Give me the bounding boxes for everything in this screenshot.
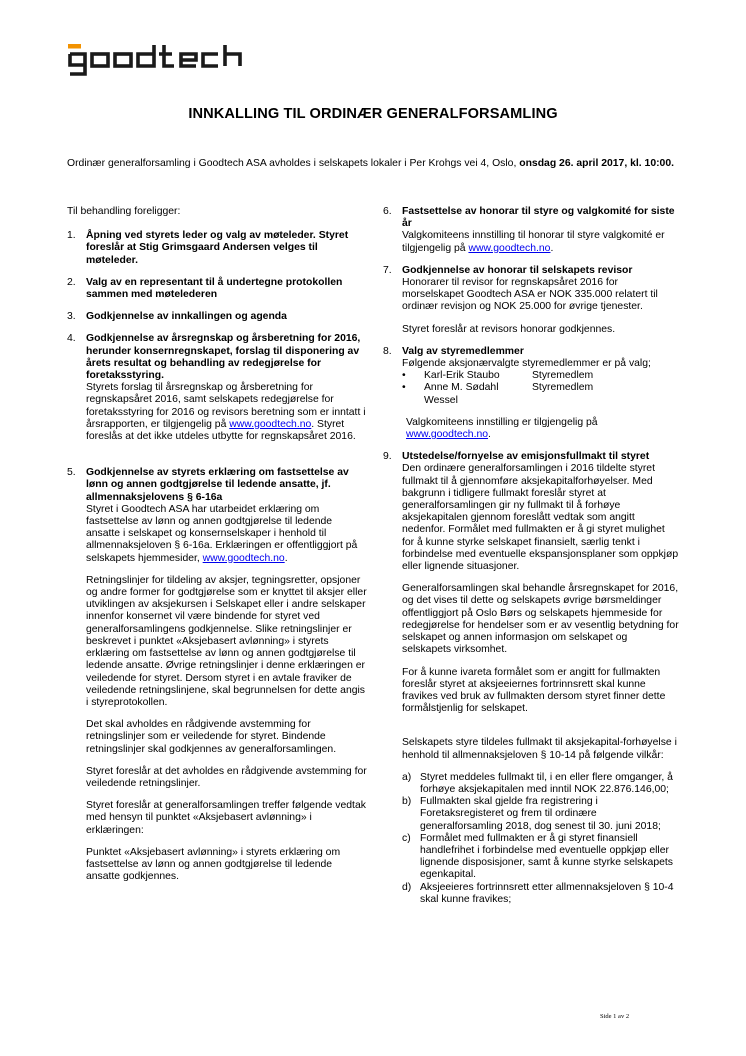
item-body: Honorarer til revisor for regnskapsåret 2016 for morselskapet Goodtech ASA er NOK 335.000 relatert til ordinær revisjon og NOK 25.000 for øvrige tjenester.: [402, 277, 658, 313]
item-heading: Valg av styremedlemmer: [402, 345, 524, 357]
item-paragraph: Punktet «Aksjebasert avlønning» i styrets erklæring om fastsettelse av lønn og annen godtgjørelse til ledende ansatte godkjennes.: [86, 846, 341, 883]
item-number: 8.: [383, 345, 392, 357]
item-body: [86, 382, 369, 443]
condition-letter: b): [402, 796, 412, 808]
item-heading: Godkjennelse av styrets erklæring om fastsettelse av lønn og annen godtgjørelse til ledende ansatte, jf. allmennaksjelovens § 6-16a: [86, 467, 349, 503]
agenda-item-5: [67, 467, 369, 883]
agenda-item-6: [383, 206, 679, 255]
agenda-item-3: [67, 311, 369, 323]
bullet: •: [402, 382, 406, 394]
item-paragraph: Selskapets styre tildeles fullmakt til aksjekapital-forhøyelse i henhold til allmennaksjeloven § 10-14 på følgende vilkår:: [402, 737, 677, 761]
item-number: 9.: [383, 451, 392, 463]
item-heading: Godkjennelse av honorar til selskapets revisor: [402, 264, 633, 276]
board-member-row: [402, 370, 679, 382]
item-heading: Utstedelse/fornyelse av emisjonsfullmakt til styret: [402, 451, 650, 463]
item-paragraph: [402, 417, 679, 441]
condition-letter: d): [402, 881, 412, 893]
condition-item: [402, 882, 679, 906]
item-heading: Fastsettelse av honorar til styre og valgkomité for siste år: [402, 206, 675, 230]
item-paragraph: Styret foreslår at revisors honorar godkjennes.: [402, 323, 616, 335]
condition-item: [402, 796, 679, 833]
item-body-tail: .: [488, 429, 491, 441]
member-name: Anne M. Sødahl Wessel: [424, 382, 499, 406]
item-number: 7.: [383, 264, 392, 276]
item-paragraph: Retningslinjer for tildeling av aksjer, tegningsretter, opsjoner og andre former for godtgjørelse som er knyttet til aksjer eller utviklingen av aksjekursen i Selskapet eller i andre selskaper innenfor konsernet vil være bindende for styret ved generalforsamlingens godkjennelse. Slike retningslinjer er beskrevet i punktet «Aksjebasert avlønning» i styrets erklæring om fastsettelse av lønn og annen godtgjørelse til ledende ansatte. Øvrige retningslinjer i denne erklæringen er veiledende for styret. Dersom styret i en avtale fraviker de veiledende retningslinjene, skal begrunnelsen for dette angis i styreprotokollen.: [86, 574, 367, 708]
board-member-row: [402, 382, 679, 406]
item-body: [86, 504, 369, 565]
bullet: •: [402, 370, 406, 382]
item-paragraph: Styret foreslår at generalforsamlingen treffer følgende vedtak med hensyn til punktet «Aksjebasert avlønning» i erklæringen:: [86, 800, 366, 836]
intro-paragraph: [67, 158, 679, 171]
item-body-text: Valgkomiteens innstilling er tilgjengelig på: [406, 416, 598, 428]
goodtech-logo: [68, 44, 248, 78]
member-name: Karl-Erik Staubo: [424, 370, 500, 382]
right-column: [383, 206, 679, 916]
conditions-list: [402, 772, 679, 906]
item-body: Følgende aksjonærvalgte styremedlemmer er på valg;: [402, 358, 651, 370]
goodtech-link[interactable]: www.goodtech.no: [202, 552, 285, 564]
item-number: 2.: [67, 276, 76, 288]
meeting-date: onsdag 26. april 2017, kl. 10:00.: [519, 158, 675, 169]
condition-letter: a): [402, 771, 412, 783]
item-heading: Valg av en representant til å undertegne protokollen sammen med møtelederen: [86, 276, 343, 301]
left-column: [67, 206, 369, 893]
goodtech-link[interactable]: www.goodtech.no: [229, 418, 312, 430]
item-heading: Åpning ved styrets leder og valg av møteleder. Styret foreslår at Stig Grimsgaard Andersen velges til møteleder.: [86, 230, 349, 266]
agenda-lead: Til behandling foreligger:: [67, 206, 181, 217]
condition-text: Fullmakten skal gjelde fra registrering i Foretaksregisteret og frem til ordinære generalforsamling 2018, dog senest til 30. juni 2018;: [420, 796, 661, 832]
condition-letter: c): [402, 832, 411, 844]
item-number: 4.: [67, 333, 76, 345]
item-paragraph: Styret foreslår at det avholdes en rådgivende avstemming for veiledende retningslinjer.: [86, 765, 367, 789]
item-body: Den ordinære generalforsamlingen i 2016 tildelte styret fullmakt til å gjennomføre aksjekapitalforhøyelser. Med bakgrunn i tidligere fullmakt foreslår styret at generalforsamlingen gir ny fullmakt til å forhøye aksjekapitalen gjennom foreslått vedtak som angitt nedenfor. Formålet med fullmakten er å gi styret mulighet for å kunne styrke selskapet finansielt, særlig tenkt i forbindelse med eventuelle ekspansjonsplaner som oppkjøp eller lignende situasjoner.: [402, 463, 679, 573]
member-role: Styremedlem: [532, 370, 594, 382]
condition-item: [402, 833, 679, 882]
agenda-item-4: [67, 333, 369, 443]
item-number: 5.: [67, 467, 76, 479]
goodtech-link[interactable]: www.goodtech.no: [468, 242, 551, 254]
item-number: 1.: [67, 230, 76, 242]
item-paragraph: Generalforsamlingen skal behandle årsregnskapet for 2016, og det vises til dette og selskapets øvrige børsmeldinger offentliggjort på Oslo Børs og selskapets hjemmeside for redegjørelse for hendelser som er av vesentlig betydning for selskapet og annen informasjon om selskapet og selskapets virksomhet.: [402, 583, 679, 656]
intro-text: Ordinær generalforsamling i Goodtech ASA avholdes i selskapets lokaler i Per Krohgs vei 4, Oslo,: [67, 158, 520, 169]
item-number: 6.: [383, 206, 392, 217]
item-body-text: Valgkomiteens innstilling til honorar til styre valgkomité er tilgjengelig på: [402, 230, 665, 254]
item-body-text: Styrets forslag til årsregnskap og årsberetning for regnskapsåret 2016, samt selskapets redegjørelse for foretaksstyring for 2016 og revisors beretning som er inntatt i årsrapporten, er tilgjengelig på: [86, 382, 366, 430]
item-number: 3.: [67, 311, 76, 323]
item-paragraph: For å kunne ivareta formålet som er angitt for fullmakten foreslår styret at aksjeeiernes fortrinnsrett skal kunne fravikes ved bruk av fullmakten dersom styret finner dette formålstjenlig for selskapet.: [402, 666, 666, 715]
page-title: INNKALLING TIL ORDINÆR GENERALFORSAMLING: [188, 106, 558, 122]
condition-text: Styret meddeles fullmakt til, i en eller flere omganger, å forhøye aksjekapitalen med inntil NOK 22.876.146,00;: [420, 771, 673, 795]
member-role: Styremedlem: [532, 382, 594, 394]
agenda-item-7: [383, 265, 679, 336]
agenda-item-9: [383, 451, 679, 906]
condition-item: [402, 772, 679, 796]
item-paragraph: Det skal avholdes en rådgivende avstemming for retningslinjer som er veiledende for styret. Bindende retningslinjer skal godkjennes av generalforsamlingen.: [86, 719, 337, 755]
agenda-item-2: [67, 277, 369, 301]
goodtech-link[interactable]: www.goodtech.no: [406, 429, 489, 441]
page-footer: Side 1 av 2: [600, 1013, 630, 1020]
agenda-item-1: [67, 230, 369, 267]
item-heading: Godkjennelse av årsregnskap og årsberetning for 2016, herunder konsernregnskapet, forslag til disponering av årets resultat og behandling av redegjørelse for foretaksstyring.: [86, 333, 361, 382]
item-body: [402, 230, 679, 254]
condition-text: Formålet med fullmakten er å gi styret finansiell handlefrihet i forbindelse med eventuelle oppkjøp eller lignende disposisjoner, samt å kunne styrke selskapets egenkapital.: [420, 832, 673, 881]
item-body-tail: .: [550, 242, 554, 254]
agenda-item-8: [383, 346, 679, 441]
item-body-text: Styret i Goodtech ASA har utarbeidet erklæring om fastsettelse av lønn og annen godtgjørelse til ledende ansatte i selskapet og konsernselskaper i henhold til allmennaksjeloven § 6-16a. Erklæringen er offentliggjort på selskapets hjemmesider,: [86, 503, 358, 564]
condition-text: Aksjeeieres fortrinnsrett etter allmennaksjeloven § 10-4 skal kunne fravikes;: [420, 881, 674, 905]
item-heading: Godkjennelse av innkallingen og agenda: [86, 311, 287, 323]
item-body-tail: . Styret foreslås at det ikke utdeles utbytte for regnskapsåret 2016.: [86, 418, 356, 443]
item-body-tail: .: [284, 552, 288, 564]
